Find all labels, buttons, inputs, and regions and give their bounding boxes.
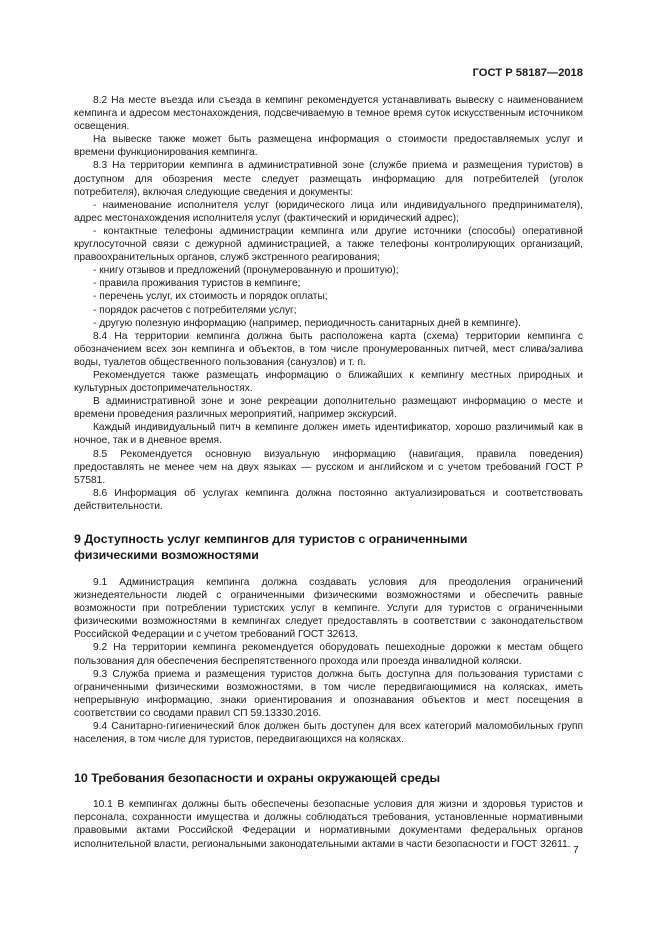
section-9-heading <box>74 531 583 563</box>
section-8-body <box>74 94 583 513</box>
section-9-heading-line-2: физическими возможностями <box>74 548 259 562</box>
paragraph-8-4-pitch-id: Каждый индивидуальный питч в кемпинге должен иметь идентификатор, хорошо различимый как в ночное, так и в дневное время. <box>74 422 583 447</box>
paragraph-9-3: 9.3 Служба приема и размещения туристов должна быть доступна для пользования туристами с ограниченными физическими возможностями, в том числе передвигающимися на колясках, иметь непрерывную информацию, знаки ориентирования и опознавания объектов и мест посещения в соответствии со сводами правил СП 59.13330.2016. <box>74 668 583 719</box>
section-9-heading-line-1: 9 Доступность услуг кемпингов для туристов с ограниченными <box>74 532 468 546</box>
page-content <box>74 94 583 851</box>
list-item-contact-phones: - контактные телефоны администрации кемпинга или другие источники (способы) оперативной круглосуточной связи с дежурной администрацией, а также телефоны контролирующих организаций, правоохранительных органов, служб экстренного реагирования; <box>74 225 583 264</box>
section-10-heading: 10 Требования безопасности и охраны окружающей среды <box>74 771 441 786</box>
paragraph-8-3: 8.3 На территории кемпинга в административной зоне (службе приема и размещения туристов) в доступном для обозрения месте следует размещать информацию для потребителей (уголок потребителя), включая следующие сведения и документы: <box>74 160 583 198</box>
list-item-services-list: - перечень услуг, их стоимость и порядок оплаты; <box>93 291 328 303</box>
paragraph-9-1: 9.1 Администрация кемпинга должна создавать условия для преодоления ограничений жизнедеятельности людей с ограниченными физическими возможностями и обеспечить равные возможности при потреблении туристских услуг в кемпинге. Услуги для туристов с ограниченными физическими возможностями в кемпингах следует предоставлять в соответствии с законодательством Российской Федерации и с учетом требований ГОСТ 32613. <box>74 577 583 641</box>
paragraph-8-4: 8.4 На территории кемпинга должна быть расположена карта (схема) территории кемпинга с обозначением всех зон кемпинга и объектов, в том числе пронумерованных питчей, мест слива/залива воды, туалетов общественного пользования (санузлов) и т. п. <box>74 330 583 368</box>
paragraph-8-4-events: В административной зоне и зоне рекреации дополнительно размещают информацию о месте и времени проведения различных мероприятий, например экскурсий. <box>74 396 583 421</box>
paragraph-8-5: 8.5 Рекомендуется основную визуальную информацию (навигация, правила поведения) предоставлять не менее чем на двух языках — русском и английском и с учетом требований ГОСТ Р 57581. <box>74 448 583 486</box>
list-item-feedback-book: - книгу отзывов и предложений (пронумерованную и прошитую); <box>93 265 399 277</box>
paragraph-8-2: 8.2 На месте въезда или съезда в кемпинг рекомендуется устанавливать вывеску с наименованием кемпинга и адресом местонахождения, подсвечиваемую в темное время суток искусственным источником освещения. <box>74 95 583 133</box>
list-item-other-info: - другую полезную информацию (например, периодичность санитарных дней в кемпинге). <box>93 317 521 329</box>
paragraph-8-4-attractions: Рекомендуется также размещать информацию о ближайших к кемпингу местных природных и культурных достопримечательностях. <box>74 369 583 395</box>
paragraph-8-6: 8.6 Информация об услугах кемпинга должна постоянно актуализироваться и соответствовать действительности. <box>74 487 583 512</box>
paragraph-8-2-sign: На вывеске также может быть размещена информация о стоимости предоставляемых услуг и времени функционирования кемпинга. <box>74 134 583 159</box>
section-10-body <box>74 798 583 850</box>
page-number: 7 <box>573 845 579 856</box>
paragraph-9-2: 9.2 На территории кемпинга рекомендуется оборудовать пешеходные дорожки к местам общего пользования для обеспечения беспрепятственного прохода или проезда инвалидной коляски. <box>74 642 583 667</box>
list-item-payment-procedure: - порядок расчетов с потребителями услуг; <box>93 304 297 316</box>
section-9-body <box>74 576 583 746</box>
paragraph-10-1: 10.1 В кемпингах должны быть обеспечены безопасные условия для жизни и здоровья туристов и персонала, сохранности имущества и должны соблюдаться требования, установленные нормативными правовыми актами Российской Федерации и нормативными документами федеральных органов исполнительной власти, региональными законодательными актами в части безопасности и ГОСТ 32611. <box>74 799 583 850</box>
document-header: ГОСТ Р 58187—2018 <box>472 67 583 79</box>
paragraph-9-4: 9.4 Санитарно-гигиенический блок должен быть доступен для всех категорий маломобильных групп населения, в том числе для туристов, передвигающихся на колясках. <box>74 721 583 746</box>
list-item-contractor-name: - наименование исполнителя услуг (юридического лица или индивидуального предпринимателя), адрес местонахождения исполнителя услуг (фактический и юридический адрес); <box>74 199 583 224</box>
list-item-residence-rules: - правила проживания туристов в кемпинге; <box>93 278 301 290</box>
